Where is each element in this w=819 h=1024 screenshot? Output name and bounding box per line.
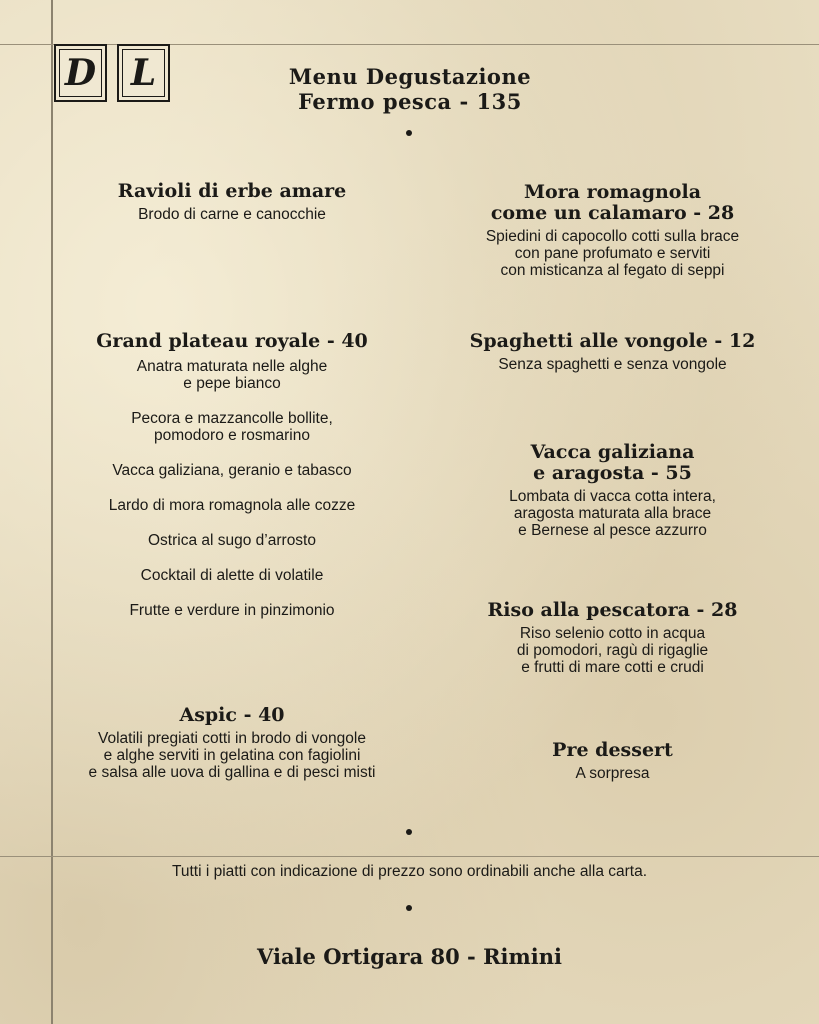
logo-letter-l: L bbox=[117, 44, 170, 102]
dish-description: Senza spaghetti e senza vongole bbox=[498, 356, 727, 373]
plateau-item: Anatra maturata nelle alghe e pepe bianco bbox=[136, 358, 328, 392]
dish-description: A sorpresa bbox=[575, 765, 650, 782]
menu-title bbox=[230, 64, 590, 114]
plateau-item: Vacca galiziana, geranio e tabasco bbox=[112, 462, 352, 479]
plateau-item: Lardo di mora romagnola alle cozze bbox=[108, 497, 356, 514]
dish-description: Spiedini di capocollo cotti sulla brace con pane profumato e serviti con misticanza al fegato di seppi bbox=[485, 228, 740, 279]
plateau-item: Ostrica al sugo d’arrosto bbox=[148, 532, 316, 549]
dish-description: Volatili pregiati cotti in brodo di vongole e alghe serviti in gelatina con fagiolini e salsa alle uova di gallina e di pesci misti bbox=[88, 730, 376, 781]
restaurant-logo bbox=[54, 44, 170, 102]
plateau-item: Pecora e mazzancolle bollite, pomodoro e rosmarino bbox=[131, 410, 333, 444]
dish-ravioli bbox=[62, 181, 402, 223]
dish-spaghetti bbox=[440, 331, 785, 373]
dish-name: Ravioli di erbe amare bbox=[117, 180, 347, 202]
dish-mora bbox=[440, 182, 785, 279]
plateau-item: Frutte e verdure in pinzimonio bbox=[129, 602, 335, 619]
dish-vacca bbox=[440, 442, 785, 539]
dish-name: Spaghetti alle vongole - 12 bbox=[469, 330, 756, 352]
dish-description: Brodo di carne e canocchie bbox=[138, 206, 326, 223]
dish-description: Lombata di vacca cotta intera, aragosta maturata alla brace e Bernese al pesce azzurro bbox=[509, 488, 716, 539]
separator-dot bbox=[406, 829, 412, 835]
logo-letter-d: D bbox=[54, 44, 107, 102]
dish-aspic bbox=[52, 705, 412, 781]
dish-name: Riso alla pescatora - 28 bbox=[487, 599, 738, 621]
menu-title-line1: Menu Degustazione bbox=[288, 64, 532, 89]
price-note: Tutti i piatti con indicazione di prezzo sono ordinabili anche alla carta. bbox=[171, 863, 648, 880]
dish-name: Aspic - 40 bbox=[179, 704, 285, 726]
plateau-items bbox=[62, 358, 402, 619]
dish-name: Pre dessert bbox=[552, 739, 673, 761]
dish-name: Vacca galiziana e aragosta - 55 bbox=[530, 441, 695, 484]
dish-description: Riso selenio cotto in acqua di pomodori, ragù di rigaglie e frutti di mare cotti e crudi bbox=[516, 625, 709, 676]
plateau-item: Cocktail di alette di volatile bbox=[140, 567, 324, 584]
dish-plateau bbox=[62, 331, 402, 619]
dish-riso bbox=[440, 600, 785, 676]
dish-name: Grand plateau royale - 40 bbox=[96, 330, 368, 352]
bottom-rule bbox=[0, 856, 819, 857]
dish-name: Mora romagnola come un calamaro - 28 bbox=[490, 181, 735, 224]
restaurant-address: Viale Ortigara 80 - Rimini bbox=[257, 944, 562, 969]
menu-title-line2: Fermo pesca - 135 bbox=[298, 89, 522, 114]
separator-dot bbox=[406, 905, 412, 911]
separator-dot bbox=[406, 130, 412, 136]
dish-predessert bbox=[440, 740, 785, 782]
